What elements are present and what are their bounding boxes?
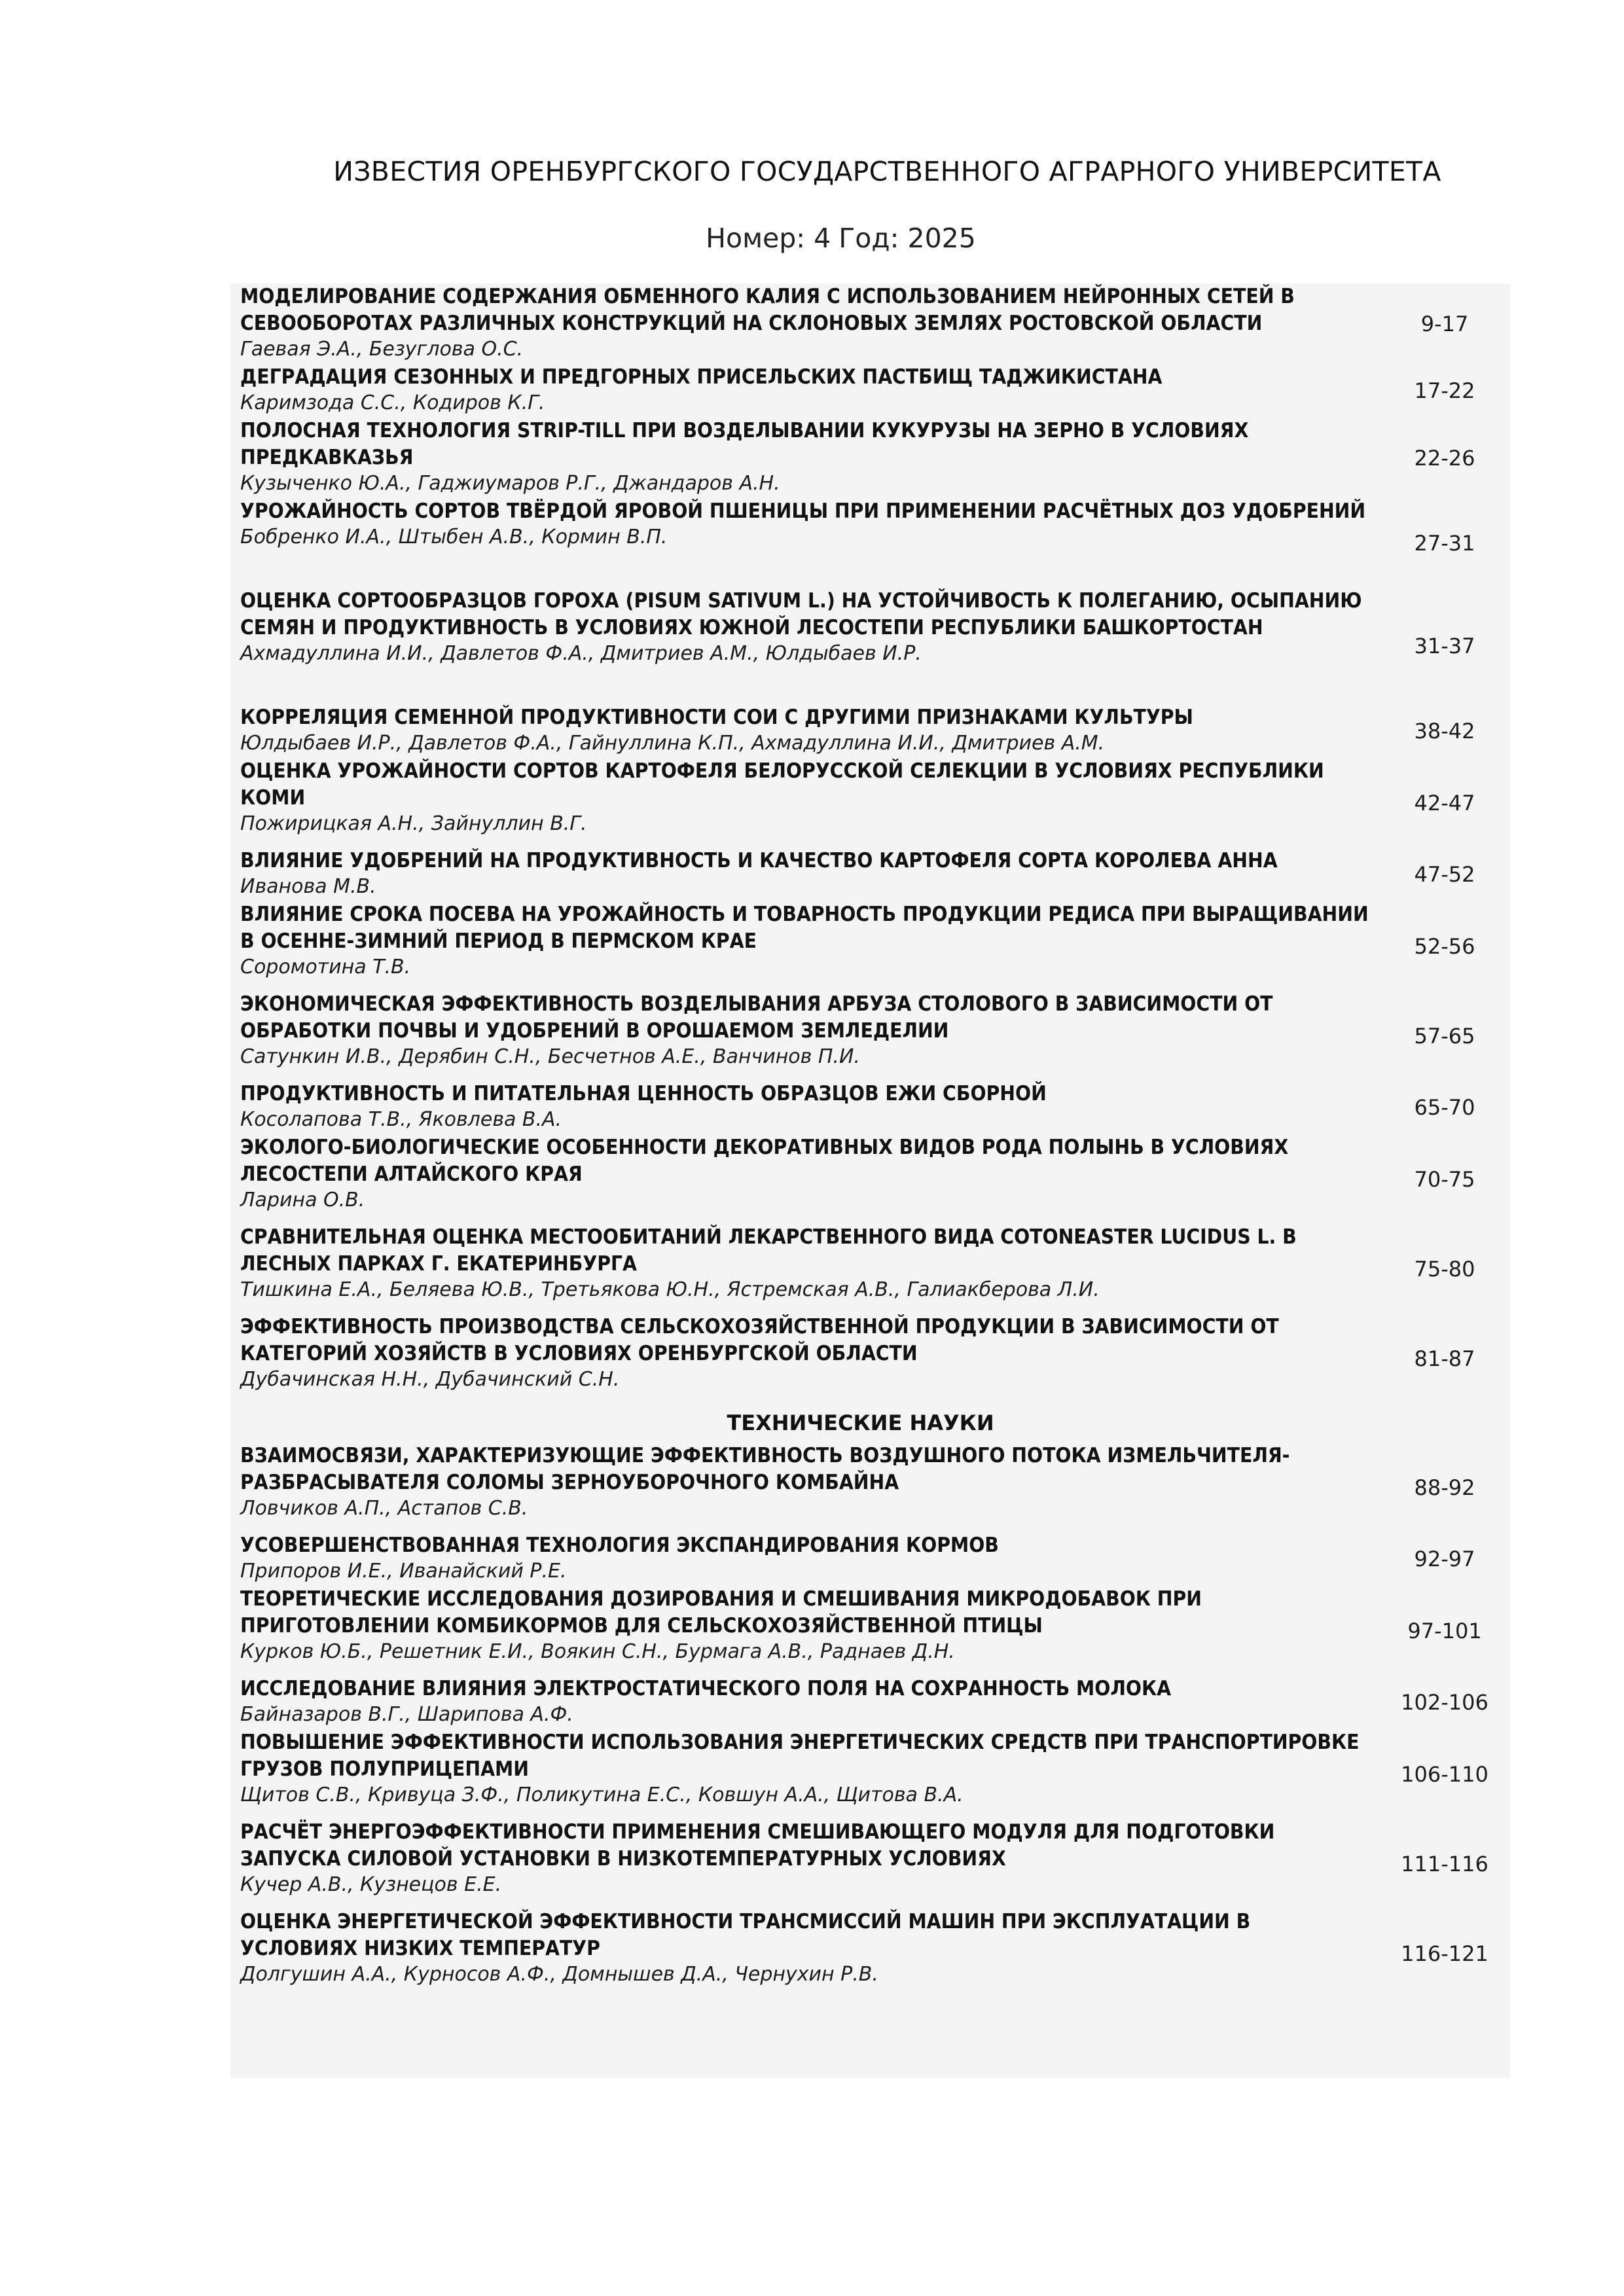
article-pages: 88-92 xyxy=(1414,1475,1475,1500)
article-title[interactable]: ДЕГРАДАЦИЯ СЕЗОННЫХ И ПРЕДГОРНЫХ ПРИСЕЛЬСКИХ ПАСТБИЩ ТАДЖИКИСТАНА xyxy=(240,365,1163,389)
article-title[interactable]: КОРРЕЛЯЦИЯ СЕМЕННОЙ ПРОДУКТИВНОСТИ СОИ С ДРУГИМИ ПРИЗНАКАМИ КУЛЬТУРЫ xyxy=(240,706,1193,729)
article-pages: 81-87 xyxy=(1414,1346,1475,1371)
article-title[interactable]: ЭКОНОМИЧЕСКАЯ ЭФФЕКТИВНОСТЬ ВОЗДЕЛЫВАНИЯ АРБУЗА СТОЛОВОГО В ЗАВИСИМОСТИ ОТ ОБРАБОТКИ ПОЧВЫ И УДОБРЕНИЙ В ОРОШАЕМОМ ЗЕМЛЕДЕЛИИ xyxy=(240,992,1273,1043)
article-title[interactable]: ВЛИЯНИЕ СРОКА ПОСЕВА НА УРОЖАЙНОСТЬ И ТОВАРНОСТЬ ПРОДУКЦИИ РЕДИСА ПРИ ВЫРАЩИВАНИИ В ОСЕННЕ-ЗИМНИЙ ПЕРИОД В ПЕРМСКОМ КРАЕ xyxy=(240,903,1369,953)
article-pages: 102-106 xyxy=(1401,1690,1489,1715)
article-pages: 9-17 xyxy=(1420,311,1469,336)
article-pages: 17-22 xyxy=(1414,378,1475,403)
toc-entry[interactable] xyxy=(230,901,1510,991)
issue-info xyxy=(0,223,1624,254)
article-authors: Курков Ю.Б., Решетник Е.И., Воякин С.Н., Бурмага А.В., Раднаев Д.Н. xyxy=(240,1640,955,1663)
article-title[interactable]: ОЦЕНКА УРОЖАЙНОСТИ СОРТОВ КАРТОФЕЛЯ БЕЛОРУССКОЙ СЕЛЕКЦИИ В УСЛОВИЯХ РЕСПУБЛИКИ КОМИ xyxy=(240,759,1324,810)
article-title[interactable]: РАСЧЁТ ЭНЕРГОЭФФЕКТИВНОСТИ ПРИМЕНЕНИЯ СМЕШИВАЮЩЕГО МОДУЛЯ ДЛЯ ПОДГОТОВКИ ЗАПУСКА СИЛОВОЙ УСТАНОВКИ В НИЗКОТЕМПЕРАТУРНЫХ УСЛОВИЯХ xyxy=(240,1820,1275,1871)
section-heading: ТЕХНИЧЕСКИЕ НАУКИ xyxy=(727,1410,994,1435)
article-authors: Юлдыбаев И.Р., Давлетов Ф.А., Гайнуллина К.П., Ахмадуллина И.И., Дмитриев А.М. xyxy=(240,732,1105,755)
article-pages: 31-37 xyxy=(1414,634,1475,658)
article-title[interactable]: ПОВЫШЕНИЕ ЭФФЕКТИВНОСТИ ИСПОЛЬЗОВАНИЯ ЭНЕРГЕТИЧЕСКИХ СРЕДСТВ ПРИ ТРАНСПОРТИРОВКЕ ГРУЗОВ ПОЛУПРИЦЕПАМИ xyxy=(240,1731,1360,1781)
article-authors: Ларина О.В. xyxy=(240,1189,365,1211)
toc-entry[interactable] xyxy=(230,1081,1510,1134)
article-authors: Сатункин И.В., Дерябин С.Н., Бесчетнов А.Е., Ванчинов П.И. xyxy=(240,1045,860,1068)
toc-entry[interactable] xyxy=(230,991,1510,1081)
article-authors: Соромотина Т.В. xyxy=(240,956,411,978)
article-title[interactable]: ОЦЕНКА ЭНЕРГЕТИЧЕСКОЙ ЭФФЕКТИВНОСТИ ТРАНСМИССИЙ МАШИН ПРИ ЭКСПЛУАТАЦИИ В УСЛОВИЯХ НИЗКИХ ТЕМПЕРАТУР xyxy=(240,1910,1251,1960)
journal-title: ИЗВЕСТИЯ ОРЕНБУРГСКОГО ГОСУДАРСТВЕННОГО АГРАРНОГО УНИВЕРСИТЕТА xyxy=(333,156,1441,187)
article-title[interactable]: ОЦЕНКА СОРТООБРАЗЦОВ ГОРОХА (PISUM SATIVUM L.) НА УСТОЙЧИВОСТЬ К ПОЛЕГАНИЮ, ОСЫПАНИЮ СЕМЯН И ПРОДУКТИВНОСТЬ В УСЛОВИЯХ ЮЖНОЙ ЛЕСОСТЕПИ РЕСПУБЛИКИ БАШКОРТОСТАН xyxy=(240,589,1362,639)
article-title[interactable]: ПОЛОСНАЯ ТЕХНОЛОГИЯ STRIP-TILL ПРИ ВОЗДЕЛЫВАНИИ КУКУРУЗЫ НА ЗЕРНО В УСЛОВИЯХ ПРЕДКАВКАЗЬЯ xyxy=(240,419,1249,469)
toc-entry[interactable] xyxy=(230,1729,1510,1819)
article-title[interactable]: ТЕОРЕТИЧЕСКИЕ ИССЛЕДОВАНИЯ ДОЗИРОВАНИЯ И СМЕШИВАНИЯ МИКРОДОБАВОК ПРИ ПРИГОТОВЛЕНИИ КОМБИКОРМОВ ДЛЯ СЕЛЬСКОХОЗЯЙСТВЕННОЙ ПТИЦЫ xyxy=(240,1587,1202,1638)
article-authors: Дубачинская Н.Н., Дубачинский С.Н. xyxy=(240,1368,620,1391)
article-pages: 22-26 xyxy=(1414,445,1475,471)
article-title[interactable]: ЭФФЕКТИВНОСТЬ ПРОИЗВОДСТВА СЕЛЬСКОХОЗЯЙСТВЕННОЙ ПРОДУКЦИИ В ЗАВИСИМОСТИ ОТ КАТЕГОРИЙ ХОЗЯЙСТВ В УСЛОВИЯХ ОРЕНБУРГСКОЙ ОБЛАСТИ xyxy=(240,1315,1279,1365)
article-authors: Щитов С.В., Кривуца З.Ф., Поликутина Е.С., Ковшун А.А., Щитова В.А. xyxy=(240,1784,964,1806)
article-pages: 111-116 xyxy=(1401,1851,1489,1876)
article-pages: 57-65 xyxy=(1414,1023,1475,1049)
article-pages: 27-31 xyxy=(1414,530,1475,556)
article-authors: Байназаров В.Г., Шарипова А.Ф. xyxy=(240,1703,573,1726)
toc-entry[interactable] xyxy=(230,1443,1510,1532)
toc-entry[interactable] xyxy=(230,498,1510,588)
article-title[interactable]: УРОЖАЙНОСТЬ СОРТОВ ТВЁРДОЙ ЯРОВОЙ ПШЕНИЦЫ ПРИ ПРИМЕНЕНИИ РАСЧЁТНЫХ ДОЗ УДОБРЕНИЙ xyxy=(240,499,1366,523)
article-authors: Косолапова Т.В., Яковлева В.А. xyxy=(240,1108,562,1131)
article-pages: 106-110 xyxy=(1401,1761,1489,1787)
toc-entry[interactable] xyxy=(230,1819,1510,1909)
article-authors: Каримзода С.С., Кодиров К.Г. xyxy=(240,391,545,414)
toc-entry[interactable] xyxy=(230,1586,1510,1676)
article-authors: Гаевая Э.А., Безуглова О.С. xyxy=(240,338,524,361)
toc-entry[interactable] xyxy=(230,588,1510,704)
article-pages: 52-56 xyxy=(1414,933,1475,959)
toc-entry[interactable] xyxy=(230,1134,1510,1224)
article-title[interactable]: УСОВЕРШЕНСТВОВАННАЯ ТЕХНОЛОГИЯ ЭКСПАНДИРОВАНИЯ КОРМОВ xyxy=(240,1534,999,1557)
toc-entry[interactable] xyxy=(230,1532,1510,1586)
article-pages: 70-75 xyxy=(1414,1166,1475,1192)
article-title[interactable]: СРАВНИТЕЛЬНАЯ ОЦЕНКА МЕСТООБИТАНИЙ ЛЕКАРСТВЕННОГО ВИДА COTONEASTER LUCIDUS L. В ЛЕСНЫХ ПАРКАХ Г. ЕКАТЕРИНБУРГА xyxy=(240,1225,1297,1276)
toc-entry[interactable] xyxy=(230,1909,1510,1998)
article-authors: Ахмадуллина И.И., Давлетов Ф.А., Дмитриев А.М., Юлдыбаев И.Р. xyxy=(240,642,922,665)
article-authors: Пожирицкая А.Н., Зайнуллин В.Г. xyxy=(240,812,587,835)
toc-entry[interactable] xyxy=(230,1224,1510,1314)
article-authors: Припоров И.Е., Иванайский Р.Е. xyxy=(240,1560,567,1583)
article-pages: 42-47 xyxy=(1414,790,1475,816)
article-pages: 75-80 xyxy=(1414,1256,1475,1282)
toc-entry[interactable] xyxy=(230,704,1510,758)
toc-entry[interactable] xyxy=(230,758,1510,848)
issue-year: Год: 2025 xyxy=(839,223,976,254)
article-authors: Ловчиков А.П., Астапов С.В. xyxy=(240,1497,528,1520)
article-title[interactable]: ЭКОЛОГО-БИОЛОГИЧЕСКИЕ ОСОБЕННОСТИ ДЕКОРАТИВНЫХ ВИДОВ РОДА ПОЛЫНЬ В УСЛОВИЯХ ЛЕСОСТЕПИ АЛТАЙСКОГО КРАЯ xyxy=(240,1136,1289,1186)
toc-entry[interactable] xyxy=(230,1676,1510,1729)
article-authors: Кучер А.В., Кузнецов Е.Е. xyxy=(240,1873,502,1896)
article-title[interactable]: ВЛИЯНИЕ УДОБРЕНИЙ НА ПРОДУКТИВНОСТЬ И КАЧЕСТВО КАРТОФЕЛЯ СОРТА КОРОЛЕВА АННА xyxy=(240,849,1278,872)
issue-number: Номер: 4 xyxy=(706,223,831,254)
toc-entry[interactable] xyxy=(230,283,1510,364)
article-pages: 97-101 xyxy=(1407,1618,1482,1643)
article-pages: 116-121 xyxy=(1401,1941,1489,1966)
article-title[interactable]: МОДЕЛИРОВАНИЕ СОДЕРЖАНИЯ ОБМЕННОГО КАЛИЯ С ИСПОЛЬЗОВАНИЕМ НЕЙРОННЫХ СЕТЕЙ В СЕВООБОРОТАХ РАЗЛИЧНЫХ КОНСТРУКЦИЙ НА СКЛОНОВЫХ ЗЕМЛЯХ РОСТОВСКОЙ ОБЛАСТИ xyxy=(240,285,1295,335)
toc-entry[interactable] xyxy=(230,418,1510,498)
article-title[interactable]: ПРОДУКТИВНОСТЬ И ПИТАТЕЛЬНАЯ ЦЕННОСТЬ ОБРАЗЦОВ ЕЖИ СБОРНОЙ xyxy=(240,1082,1047,1105)
toc-entry[interactable] xyxy=(230,1314,1510,1403)
table-of-contents xyxy=(230,283,1510,2078)
article-pages: 47-52 xyxy=(1414,862,1475,887)
article-authors: Бобренко И.А., Штыбен А.В., Кормин В.П. xyxy=(240,526,668,548)
toc-entry[interactable] xyxy=(230,848,1510,901)
article-pages: 38-42 xyxy=(1414,719,1475,744)
toc-entry[interactable] xyxy=(230,364,1510,418)
article-authors: Иванова М.В. xyxy=(240,875,376,898)
article-authors: Тишкина Е.А., Беляева Ю.В., Третьякова Ю.Н., Ястремская А.В., Галиакберова Л.И. xyxy=(240,1278,1100,1301)
article-pages: 65-70 xyxy=(1414,1095,1475,1120)
article-authors: Кузыченко Ю.А., Гаджиумаров Р.Г., Джандаров А.Н. xyxy=(240,472,780,495)
article-title[interactable]: ИССЛЕДОВАНИЕ ВЛИЯНИЯ ЭЛЕКТРОСТАТИЧЕСКОГО ПОЛЯ НА СОХРАННОСТЬ МОЛОКА xyxy=(240,1677,1172,1700)
article-pages: 92-97 xyxy=(1414,1547,1475,1571)
article-title[interactable]: ВЗАИМОСВЯЗИ, ХАРАКТЕРИЗУЮЩИЕ ЭФФЕКТИВНОСТЬ ВОЗДУШНОГО ПОТОКА ИЗМЕЛЬЧИТЕЛЯ-РАЗБРАСЫВАТЕЛЯ СОЛОМЫ ЗЕРНОУБОРОЧНОГО КОМБАЙНА xyxy=(240,1444,1290,1494)
article-authors: Долгушин А.А., Курносов А.Ф., Домнышев Д.А., Чернухин Р.В. xyxy=(240,1963,878,1986)
